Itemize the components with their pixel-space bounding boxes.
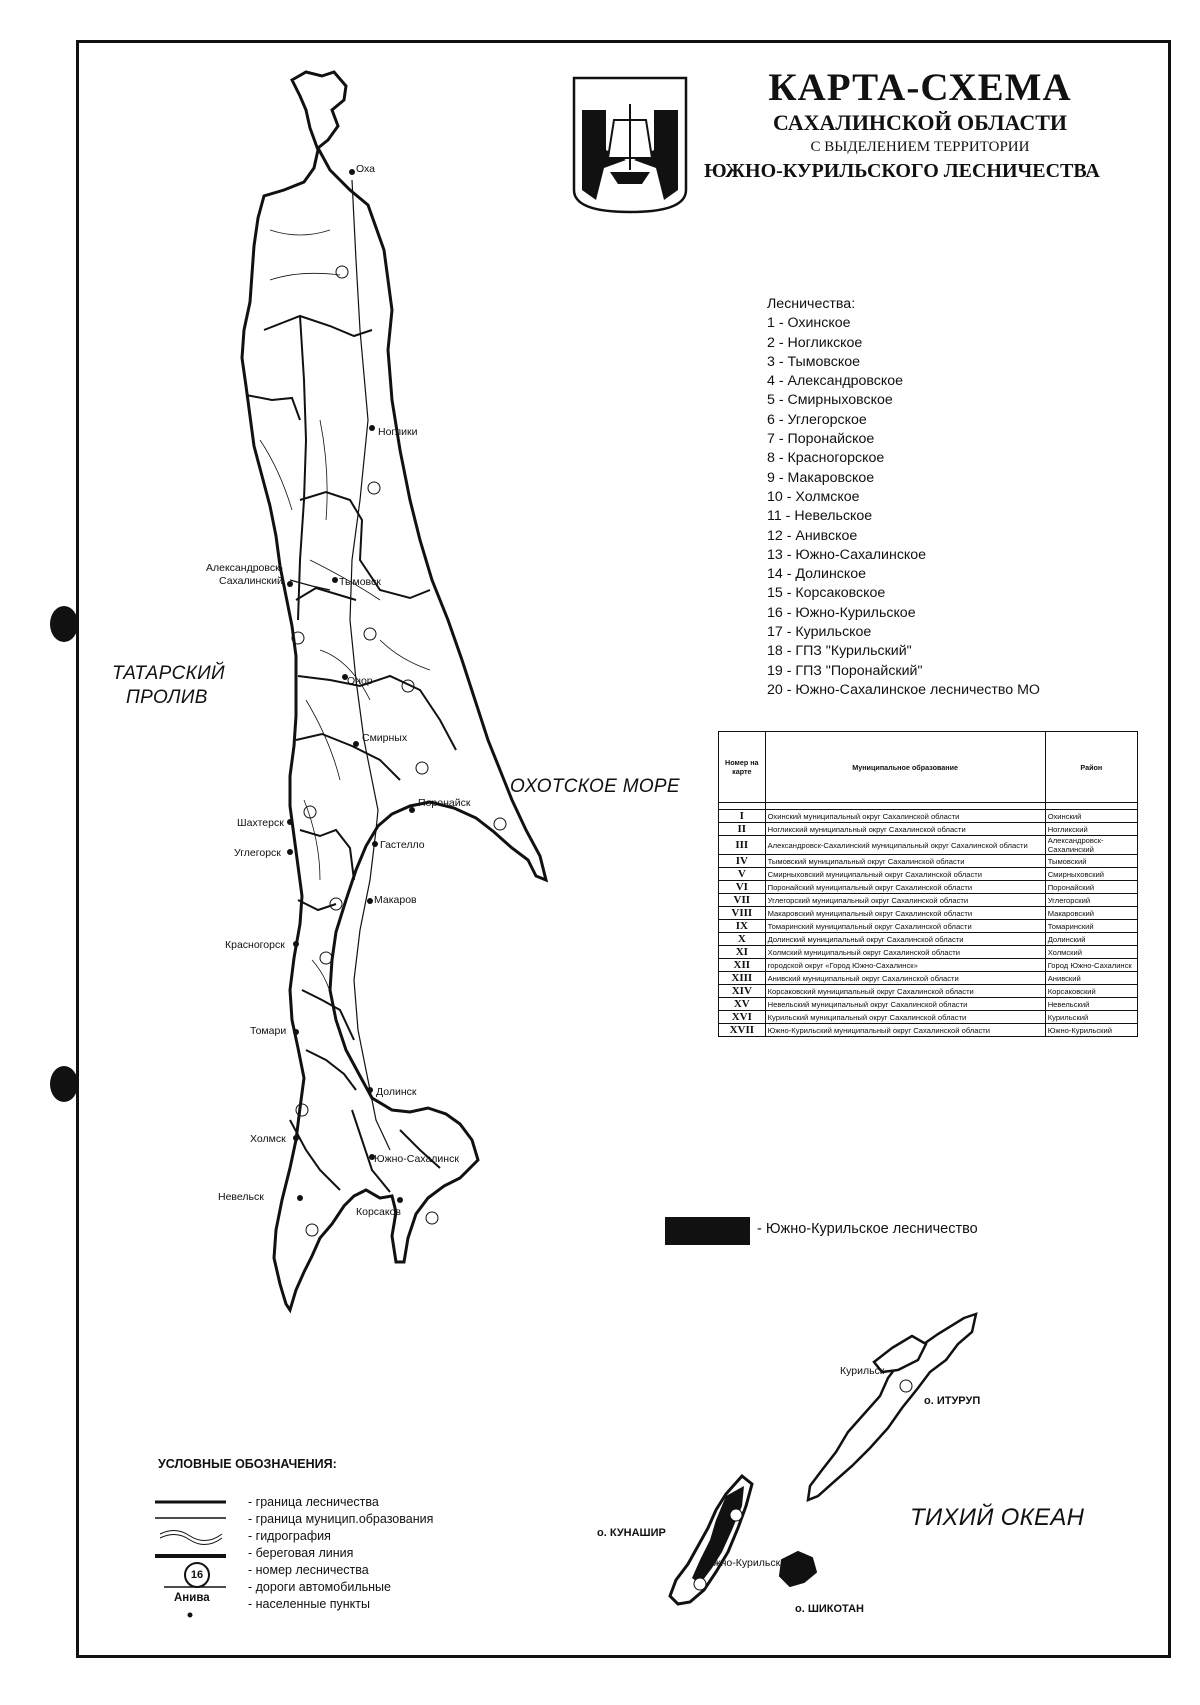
cell-district: Корсаковский [1045,985,1137,998]
cell-number: XIV [719,985,766,998]
forestry-marker-18 [730,1509,742,1521]
city-label-tomari: Томари [250,1025,287,1037]
sea-label-pacific: ТИХИЙ ОКЕАН [910,1504,1085,1531]
forestry-item: 2 - Ногликское [767,334,863,351]
legend-item-settlements: - населенные пункты [248,1597,370,1611]
forestry-item: 3 - Тымовское [767,353,861,370]
city-label-shakhtersk: Шахтерск [237,817,284,829]
table-row [719,946,1138,959]
table-row [719,1024,1138,1037]
cell-number: VII [719,894,766,907]
cell-district: Поронайский [1045,881,1137,894]
cell-district: Охинский [1045,810,1137,823]
cell-number: XIII [719,972,766,985]
sea-label-tatar-2: ПРОЛИВ [126,687,208,708]
cell-municipality: Углегорский муниципальный округ Сахалинской области [765,894,1045,907]
cell-district: Город Южно-Сахалинск [1045,959,1137,972]
table-row [719,920,1138,933]
cell-number: XII [719,959,766,972]
forestry-list-heading: Лесничества: [767,296,856,312]
cell-district: Макаровский [1045,907,1137,920]
city-label-kholmsk: Холмск [250,1133,286,1145]
table-row [719,959,1138,972]
forestry-item: 14 - Долинское [767,566,867,583]
title-line-2: САХАЛИНСКОЙ ОБЛАСТИ [772,110,1068,135]
city-label-poronaysk: Поронайск [418,797,471,809]
forestry-marker-16 [694,1578,706,1590]
header-district: Район [1045,732,1137,803]
table-row [719,823,1138,836]
city-label-korsakov: Корсаков [356,1206,402,1218]
cell-number: X [719,933,766,946]
forestry-list [767,295,1040,700]
cell-municipality: Макаровский муниципальный округ Сахалинской области [765,907,1045,920]
forestry-item: 9 - Макаровское [767,469,875,486]
cell-municipality: городской округ «Город Южно-Сахалинск» [765,959,1045,972]
title-line-3: С ВЫДЕЛЕНИЕМ ТЕРРИТОРИИ [810,139,1030,155]
forestry-item: 20 - Южно-Сахалинское лесничество МО [767,681,1040,698]
cell-number: XV [719,998,766,1011]
city-label-dolinsk: Долинск [376,1086,417,1098]
coat-of-arms-emblem [574,78,686,212]
cell-municipality: Ногликский муниципальный округ Сахалинской области [765,823,1045,836]
table-row [719,836,1138,855]
island-label-kunashir: о. КУНАШИР [597,1527,666,1539]
city-label-makarov: Макаров [374,894,417,906]
highlight-swatch-label: - Южно-Курильское лесничество [757,1221,978,1237]
city-label-nogliki: Ноглики [378,426,418,438]
city-label-smirnykh: Смирных [362,732,408,744]
table-row [719,810,1138,823]
island-label-iturup: о. ИТУРУП [924,1395,981,1407]
cell-district: Томаринский [1045,920,1137,933]
legend-item-roads: - дороги автомобильные [248,1580,391,1594]
legend-item-hydrography: - гидрография [248,1529,331,1543]
table-row [719,881,1138,894]
cell-district: Александровск-Сахалинский [1045,836,1137,855]
table-row [719,998,1138,1011]
forestry-item: 18 - ГПЗ "Курильский" [767,643,912,660]
city-label-alexandrovsk-2: Сахалинский [219,575,283,587]
cell-number: IV [719,855,766,868]
forestry-item: 6 - Углегорское [767,411,867,428]
cell-number: VIII [719,907,766,920]
cell-municipality: Холмский муниципальный округ Сахалинской области [765,946,1045,959]
city-label-nevelsk: Невельск [218,1191,264,1203]
cell-municipality: Томаринский муниципальный округ Сахалинской области [765,920,1045,933]
city-label-gastello: Гастелло [380,839,425,851]
highlight-swatch [665,1217,750,1245]
header-map-number: Номер на карте [719,732,766,803]
forestry-item: 7 - Поронайское [767,431,875,448]
city-label-uglegorsk: Углегорск [234,847,281,859]
city-label-krasnogorsk: Красногорск [225,939,285,951]
city-label-kurilsk: Курильск [840,1365,885,1377]
city-label-alexandrovsk-1: Александровск- [206,562,284,574]
shikotan-island [780,1552,816,1586]
forestry-item: 13 - Южно-Сахалинское [767,546,927,563]
cell-municipality: Долинский муниципальный округ Сахалинской области [765,933,1045,946]
forestry-item: 16 - Южно-Курильское [767,604,916,621]
cell-municipality: Смирныховский муниципальный округ Сахалинской области [765,868,1045,881]
header-municipality: Муниципальное образование [765,732,1045,803]
city-label-yuzhno-kurilsk: Южно-Курильск [703,1557,781,1569]
cell-number: V [719,868,766,881]
forestry-item: 11 - Невельское [767,508,873,525]
cell-district: Анивский [1045,972,1137,985]
cell-municipality: Южно-Курильский муниципальный округ Сахалинской области [765,1024,1045,1037]
forestry-item: 1 - Охинское [767,315,851,332]
forestry-item: 17 - Курильское [767,624,872,641]
cell-number: II [719,823,766,836]
cell-municipality: Корсаковский муниципальный округ Сахалинской области [765,985,1045,998]
city-label-onor: Онор [347,675,373,687]
legend-item-municipal-border: - граница муницип.образования [248,1512,434,1526]
cell-number: VI [719,881,766,894]
forestry-item: 10 - Холмское [767,488,860,505]
cell-number: XI [719,946,766,959]
cell-district: Курильский [1045,1011,1137,1024]
cell-district: Углегорский [1045,894,1137,907]
table-row [719,1011,1138,1024]
legend-sample-number: 16 [184,1562,210,1588]
cell-number: XVI [719,1011,766,1024]
city-label-yuzhno-sakhalinsk: Южно-Сахалинск [374,1153,459,1165]
forestry-item: 4 - Александровское [767,373,903,390]
cell-district: Тымовский [1045,855,1137,868]
table-row [719,985,1138,998]
title-line-1: КАРТА-СХЕМА [768,66,1072,109]
legend-title: УСЛОВНЫЕ ОБОЗНАЧЕНИЯ: [158,1457,337,1471]
sea-label-tatar-1: ТАТАРСКИЙ [112,663,225,684]
forestry-item: 8 - Красногорское [767,450,885,467]
cell-district: Ногликский [1045,823,1137,836]
table-header-row [719,732,1138,803]
cell-municipality: Охинский муниципальный округ Сахалинской области [765,810,1045,823]
sakhalin-island-outline [242,72,546,1310]
title-line-4: ЮЖНО-КУРИЛЬСКОГО ЛЕСНИЧЕСТВА [704,160,1100,182]
cell-municipality: Поронайский муниципальный округ Сахалинской области [765,881,1045,894]
cell-municipality: Александровск-Сахалинский муниципальный округ Сахалинской области [765,836,1045,855]
cell-district: Невельский [1045,998,1137,1011]
cell-district: Смирныховский [1045,868,1137,881]
table-row [719,933,1138,946]
forestry-item: 15 - Корсаковское [767,585,886,602]
cell-district: Долинский [1045,933,1137,946]
municipalities-table [718,731,1138,1037]
legend-item-forestry-border: - граница лесничества [248,1495,379,1509]
cell-municipality: Курильский муниципальный округ Сахалинской области [765,1011,1045,1024]
cell-number: I [719,810,766,823]
cell-district: Южно-Курильский [1045,1024,1137,1037]
table-row [719,894,1138,907]
legend-sample-town: Анива [174,1592,210,1604]
table-row [719,907,1138,920]
island-label-shikotan: о. ШИКОТАН [795,1603,864,1615]
table-row [719,868,1138,881]
forestry-marker-17 [900,1380,912,1392]
city-label-okha: Оха [356,163,376,175]
table-row [719,972,1138,985]
cell-number: IX [719,920,766,933]
table-spacer-row [719,803,1138,810]
forestry-item: 12 - Анивское [767,527,858,544]
cell-municipality: Тымовский муниципальный округ Сахалинской области [765,855,1045,868]
legend-item-forestry-number: - номер лесничества [248,1563,369,1577]
sea-label-okhotsk: ОХОТСКОЕ МОРЕ [510,776,680,797]
cell-municipality: Анивский муниципальный округ Сахалинской области [765,972,1045,985]
forestry-item: 5 - Смирныховское [767,392,893,409]
city-label-tymovsk: Тымовск [339,576,381,588]
legend-item-coastline: - береговая линия [248,1546,354,1560]
map-title-block [690,66,1150,184]
cell-number: III [719,836,766,855]
cell-district: Холмский [1045,946,1137,959]
cell-municipality: Невельский муниципальный округ Сахалинской области [765,998,1045,1011]
cell-number: XVII [719,1024,766,1037]
forestry-item: 19 - ГПЗ "Поронайский" [767,662,923,679]
table-row [719,855,1138,868]
